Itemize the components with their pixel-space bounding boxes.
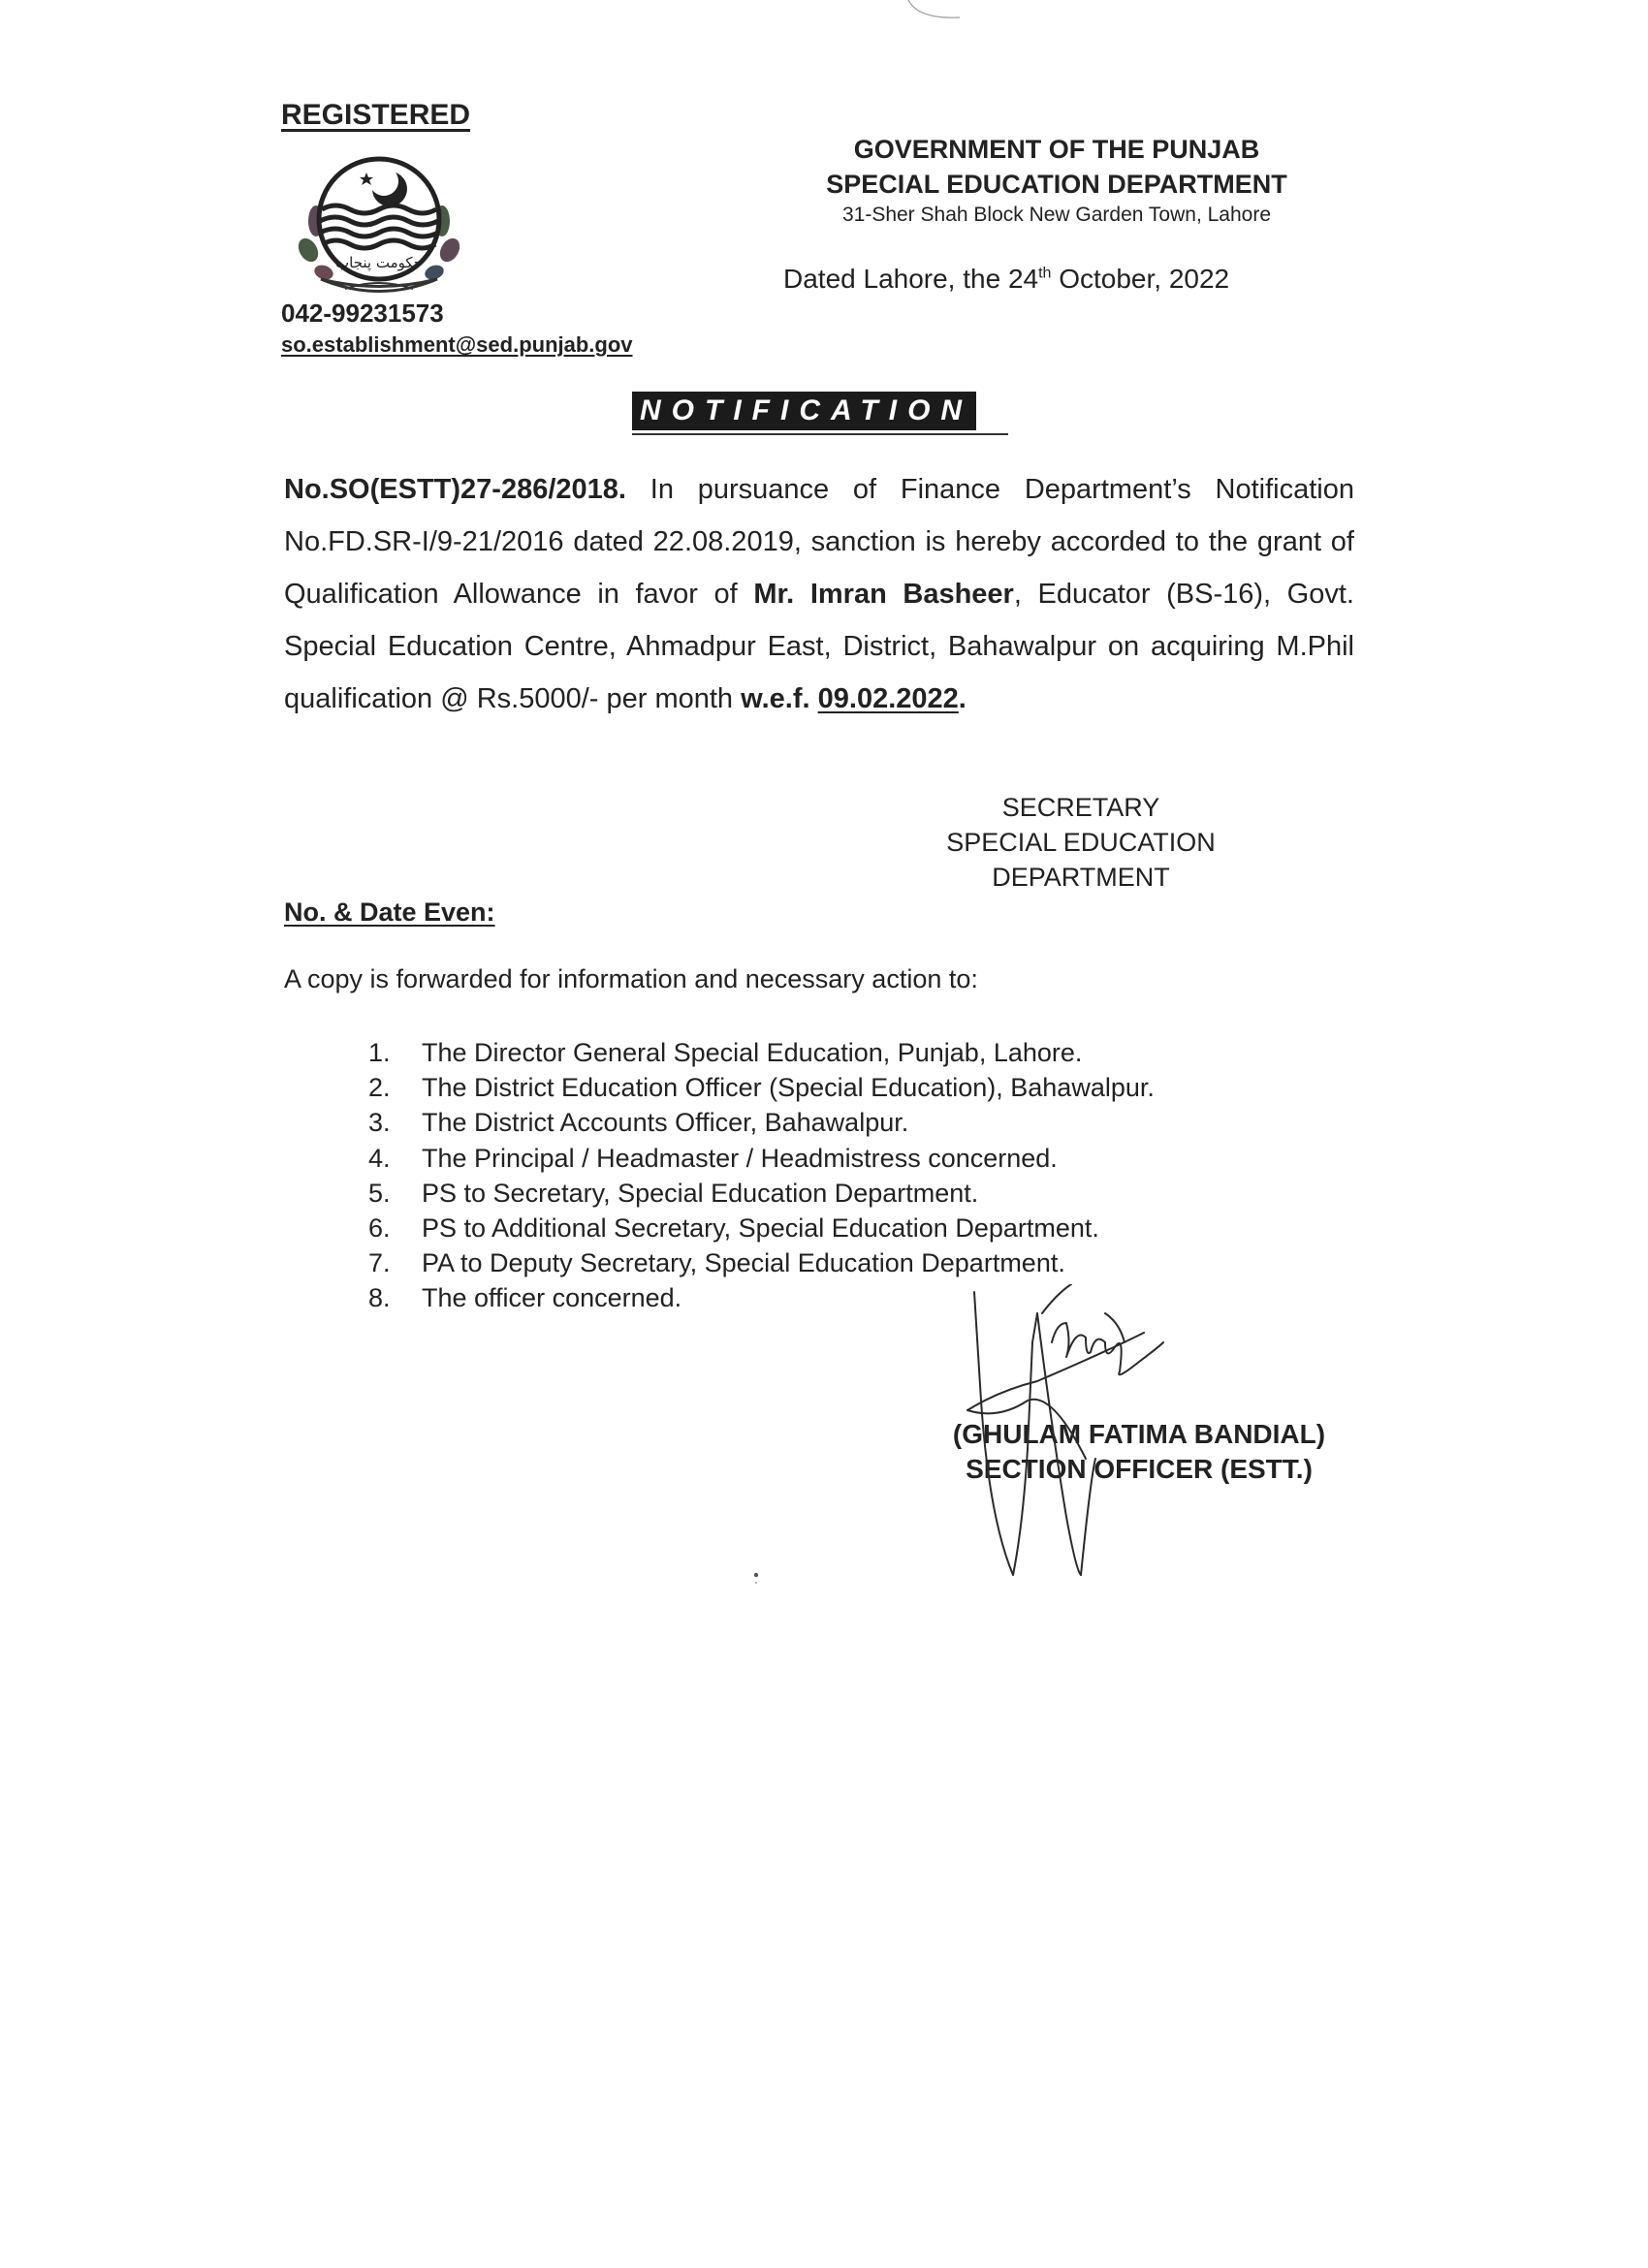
list-item-text: PA to Deputy Secretary, Special Education Department. — [422, 1248, 1065, 1278]
scan-fold-mark — [906, 0, 974, 21]
list-item-number: 3. — [368, 1108, 391, 1138]
punjab-government-logo — [287, 143, 471, 303]
body-text-1: In pursuance of Finance Department’s Notification No.FD.SR-I/9-21/2016 dated 22.08.2019, sanction is hereby accorded to the grant of Qualification Allowance in favor of — [284, 474, 1354, 610]
department-title: SPECIAL EDUCATION DEPARTMENT — [826, 170, 1287, 199]
list-item-text: The officer concerned. — [422, 1283, 682, 1313]
list-item — [368, 1141, 1155, 1176]
handwritten-signature — [960, 1284, 1212, 1594]
secretary-line-2: SPECIAL EDUCATION — [946, 828, 1216, 857]
no-date-even-label: No. & Date Even: — [284, 898, 495, 927]
body-end-period: . — [958, 683, 967, 714]
secretary-block — [906, 790, 1255, 895]
secretary-line-1: SECRETARY — [1001, 793, 1160, 822]
phone-number: 042-99231573 — [281, 299, 444, 328]
letterhead — [737, 132, 1377, 229]
employee-name: Mr. Imran Basheer — [753, 579, 1014, 610]
list-item-text: The District Education Officer (Special Education), Bahawalpur. — [422, 1073, 1155, 1103]
list-item-number: 4. — [368, 1143, 391, 1173]
list-item — [368, 1176, 1155, 1211]
wef-date: 09.02.2022 — [817, 683, 959, 714]
dated-suffix: October, 2022 — [1051, 264, 1230, 294]
list-item — [368, 1105, 1155, 1140]
officer-name: (GHULAM FATIMA BANDIAL) — [952, 1419, 1326, 1449]
department-address: 31-Sher Shah Block New Garden Town, Lahore — [841, 204, 1272, 226]
notification-body — [284, 463, 1354, 725]
list-item-text: The District Accounts Officer, Bahawalpur. — [422, 1108, 909, 1138]
list-item — [368, 1245, 1155, 1280]
notification-underline — [632, 433, 1008, 435]
dated-prefix: Dated Lahore, the 24 — [783, 264, 1039, 294]
copy-forwarded-intro: A copy is forwarded for information and necessary action to: — [284, 964, 978, 993]
distribution-list — [368, 1035, 1155, 1316]
list-item — [368, 1211, 1155, 1245]
list-item-number: 1. — [368, 1038, 391, 1067]
list-item-text: PS to Secretary, Special Education Department. — [422, 1178, 979, 1208]
list-item-number: 5. — [368, 1178, 391, 1208]
list-item-number: 7. — [368, 1248, 391, 1278]
list-item-text: The Principal / Headmaster / Headmistress concerned. — [422, 1143, 1058, 1173]
notification-heading — [632, 392, 1008, 435]
logo-urdu-text: حکومت پنجاب — [335, 254, 423, 271]
list-item — [368, 1035, 1155, 1070]
dated-ordinal: th — [1038, 265, 1052, 282]
secretary-line-3: DEPARTMENT — [992, 863, 1170, 892]
list-item-number: 2. — [368, 1073, 391, 1103]
list-item-text: PS to Additional Secretary, Special Education Department. — [422, 1213, 1099, 1244]
reference-number: No.SO(ESTT)27-286/2018. — [284, 474, 626, 505]
email-address[interactable]: so.establishment@sed.punjab.gov — [281, 332, 633, 357]
list-item-text: The Director General Special Education, Punjab, Lahore. — [422, 1038, 1083, 1067]
wef-label: w.e.f. — [741, 683, 810, 714]
government-title: GOVERNMENT OF THE PUNJAB — [853, 135, 1260, 164]
list-item-number: 6. — [368, 1213, 391, 1244]
list-item-number: 8. — [368, 1283, 391, 1313]
registered-label: REGISTERED — [281, 99, 471, 131]
notification-title: NOTIFICATION — [632, 392, 976, 430]
officer-designation: SECTION OFFICER (ESTT.) — [966, 1454, 1313, 1484]
dated-line — [783, 264, 1229, 295]
list-item — [368, 1070, 1155, 1105]
scan-speck — [753, 1572, 759, 1586]
body-text-2: , Educator (BS-16), Govt. Special Education Centre, Ahmadpur East, District, Bahawalpur on acquiring M.Phil qualification @ Rs.5000/- per month — [284, 579, 1354, 714]
